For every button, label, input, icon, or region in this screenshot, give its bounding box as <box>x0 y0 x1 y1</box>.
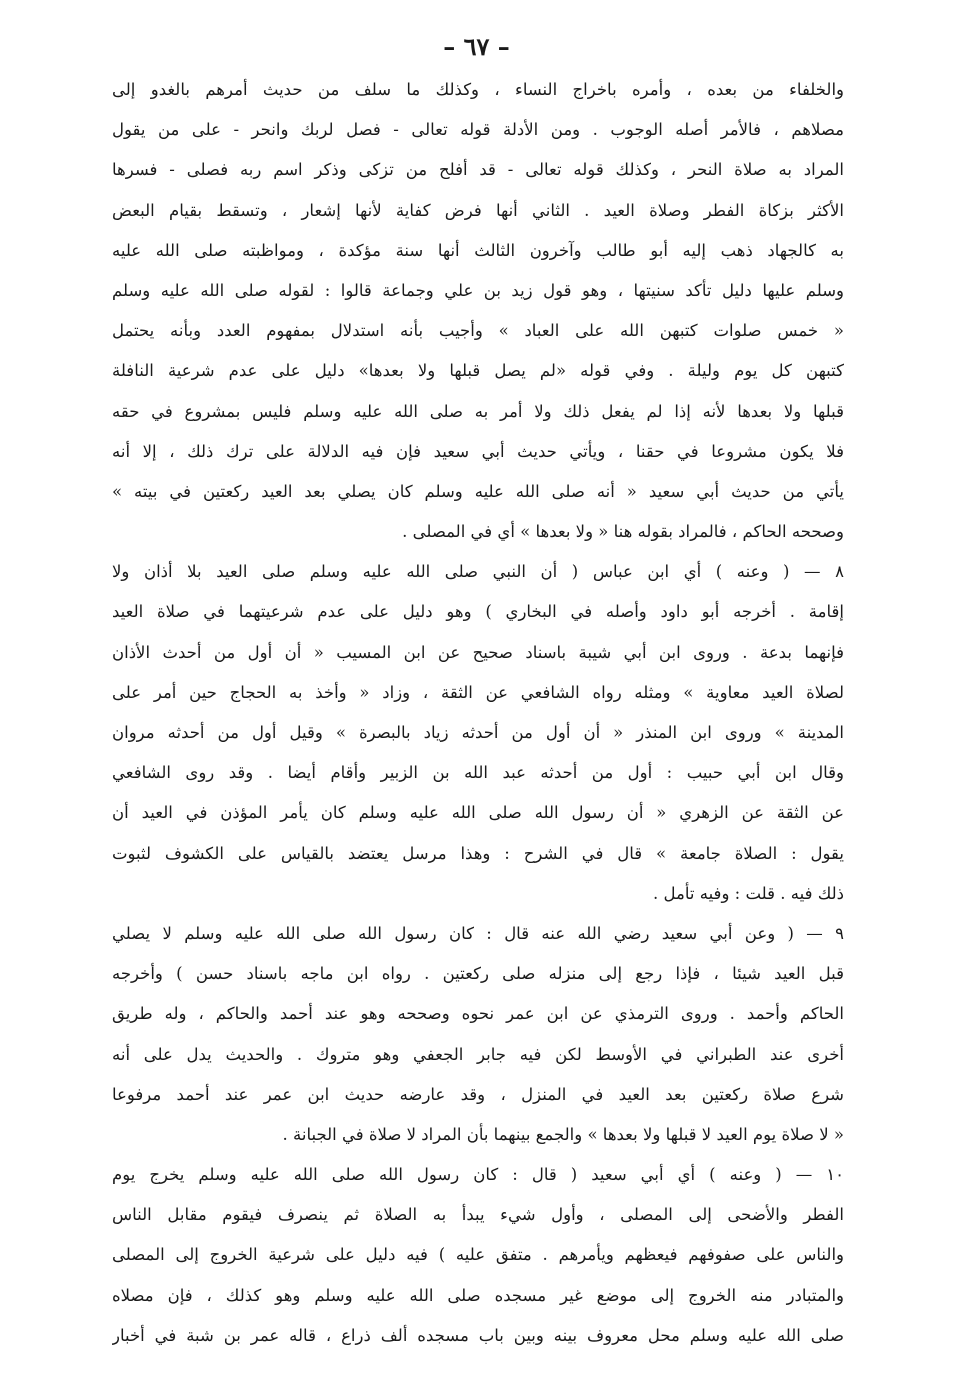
text-line: لصلاة العيد معاوية » ومثله رواه الشافعي عن الثقة ، وزاد « وأخذ به الحجاج حين أمر على <box>112 682 844 702</box>
text-line: وقال ابن أبي حبيب : أول من أحدثه عبد الله بن الزبير وأقام أيضا . وقد روى الشافعي <box>112 763 844 783</box>
text-line: والناس على صفوفهم فيعظهم ويأمرهم . متفق عليه ) فيه دليل على شرعية الخروج إلى المصلى <box>112 1245 844 1265</box>
text-line: قبلها ولا بعدها لأنه إذا لم يفعل ذلك ولا أمر به صلى الله عليه وسلم فليس بمشروع في حقه <box>112 401 844 421</box>
text-line: مصلاهم ، فالأمر أصله الوجوب . ومن الأدلة قوله تعالى - فصل لربك وانحر - على من يقول <box>112 120 844 140</box>
text-line: به كالجهاد ذهب إليه أبو طالب وآخرون الثالث أنها سنة مؤكدة ، ومواظبته صلى الله عليه <box>112 240 844 260</box>
text-line: فلا يكون مشروعا في حقنا ، ويأتي حديث أبي سعيد فإن فيه الدلالة على ترك ذلك ، إلا أنه <box>112 441 844 461</box>
text-line: ٨ — ( وعنه ) أي ابن عباس ( أن النبي صلى الله عليه وسلم صلى العيد بلا أذان ولا <box>112 562 844 582</box>
text-line: الحاكم وأحمد . وروى الترمذي عن ابن عمر نحوه وصححه وهو عند أحمد والحاكم ، وله طريق <box>112 1004 844 1024</box>
text-line: كتبهن كل يوم وليلة . وفي قوله «لم يصل قبلها ولا بعدها» دليل على عدم شرعية النافلة <box>112 361 844 381</box>
text-line: ذلك فيه . قلت : وفيه تأمل . <box>653 883 844 903</box>
text-line: « خمس صلوات كتبهن الله على العباد » وأجيب بأنه استدلال بمفهوم العدد وبأنه يحتمل <box>112 321 844 341</box>
text-line: وسلم عليها دليل تأكد سنيتها ، وهو قول زيد بن علي وجماعة قالوا : لقوله صلى الله عليه وسلم <box>112 280 844 300</box>
text-line: وصححه الحاكم ، فالمراد بقوله هنا « ولا بعدها » أي في المصلى . <box>402 522 844 542</box>
text-line: فإنهما بدعة . وروى ابن أبي شيبة باسناد صحيح عن ابن المسيب « أن أول من أحدث الأذان <box>112 642 844 662</box>
text-line: ٩ — ( وعن أبي سعيد رضي الله عنه قال : كان رسول الله صلى الله عليه وسلم لا يصلي <box>112 923 844 943</box>
text-line: يقول : الصلاة جامعة » قال في الشرح : وهذا مرسل يعتضد بالقياس على الكشوف لثبوت <box>112 843 844 863</box>
text-line: الأكثر بزكاة الفطر وصلاة العيد . الثاني أنها فرض كفاية لأنها إشعار ، وتسقط بقيام البعض <box>112 200 844 220</box>
text-line: والخلفاء من بعده ، وأمره باخراج النساء ، وكذلك ما سلف من حديث أمرهم بالغدو إلى <box>112 80 844 99</box>
text-line: يأتي من حديث أبي سعيد « أنه صلى الله عليه وسلم كان يصلي بعد العيد ركعتين في بيته » <box>112 481 844 501</box>
text-line: عن الثقة عن الزهري « أن رسول الله صلى الله عليه وسلم كان يأمر المؤذن في العيد أن <box>112 803 844 823</box>
text-line: ١٠ — ( وعنه ) أي أبي سعيد ( قال : كان رسول الله صلى الله عليه وسلم يخرج يوم <box>112 1165 844 1185</box>
text-line: أخرى عند الطبراني في الأوسط لكن فيه جابر الجعفي وهو متروك . والحديث يدل على أنه <box>112 1044 844 1064</box>
text-line: الفطر والأضحى إلى المصلى ، وأول شيء يبدأ به الصلاة ثم ينصرف فيقوم مقابل الناس <box>112 1205 844 1225</box>
text-line: المدينة » وروى ابن المنذر « أن أول من أحدثه زياد بالبصرة » وقيل أول من أحدثه مروان <box>112 723 844 742</box>
body-text <box>112 70 844 1356</box>
text-line: المراد به صلاة النحر ، وكذلك قوله تعالى - قد أفلح من تزكى وذكر اسم ربه فصلى - فسرها <box>112 160 844 180</box>
text-line: « لا صلاة يوم العيد لا قبلها ولا بعدها » والجمع بينهما بأن المراد لا صلاة في الجبانة . <box>282 1124 844 1144</box>
page-number: – ٦٧ – <box>443 32 510 61</box>
text-line: والمتبادر منه الخروج إلى موضع غير مسجده صلى الله عليه وسلم وهو كذلك ، فإن مصلاه <box>112 1285 844 1305</box>
text-line: صلى الله عليه وسلم محل معروف بينه وبين باب مسجده ألف ذراع ، قاله عمر بن شبة في أخبار <box>112 1325 844 1345</box>
text-line: شرع صلاة ركعتين بعد العيد في المنزل ، وقد عارضه حديث ابن عمر عند أحمد مرفوعا <box>112 1084 844 1104</box>
text-line: قبل العيد شيئا ، فإذا رجع إلى منزله صلى ركعتين . رواه ابن ماجه باسناد حسن ) وأخرجه <box>112 964 844 984</box>
text-line: إقامة . أخرجه أبو داود وأصله في البخاري ) وهو دليل على عدم شرعيتهما في صلاة العيد <box>112 602 844 622</box>
